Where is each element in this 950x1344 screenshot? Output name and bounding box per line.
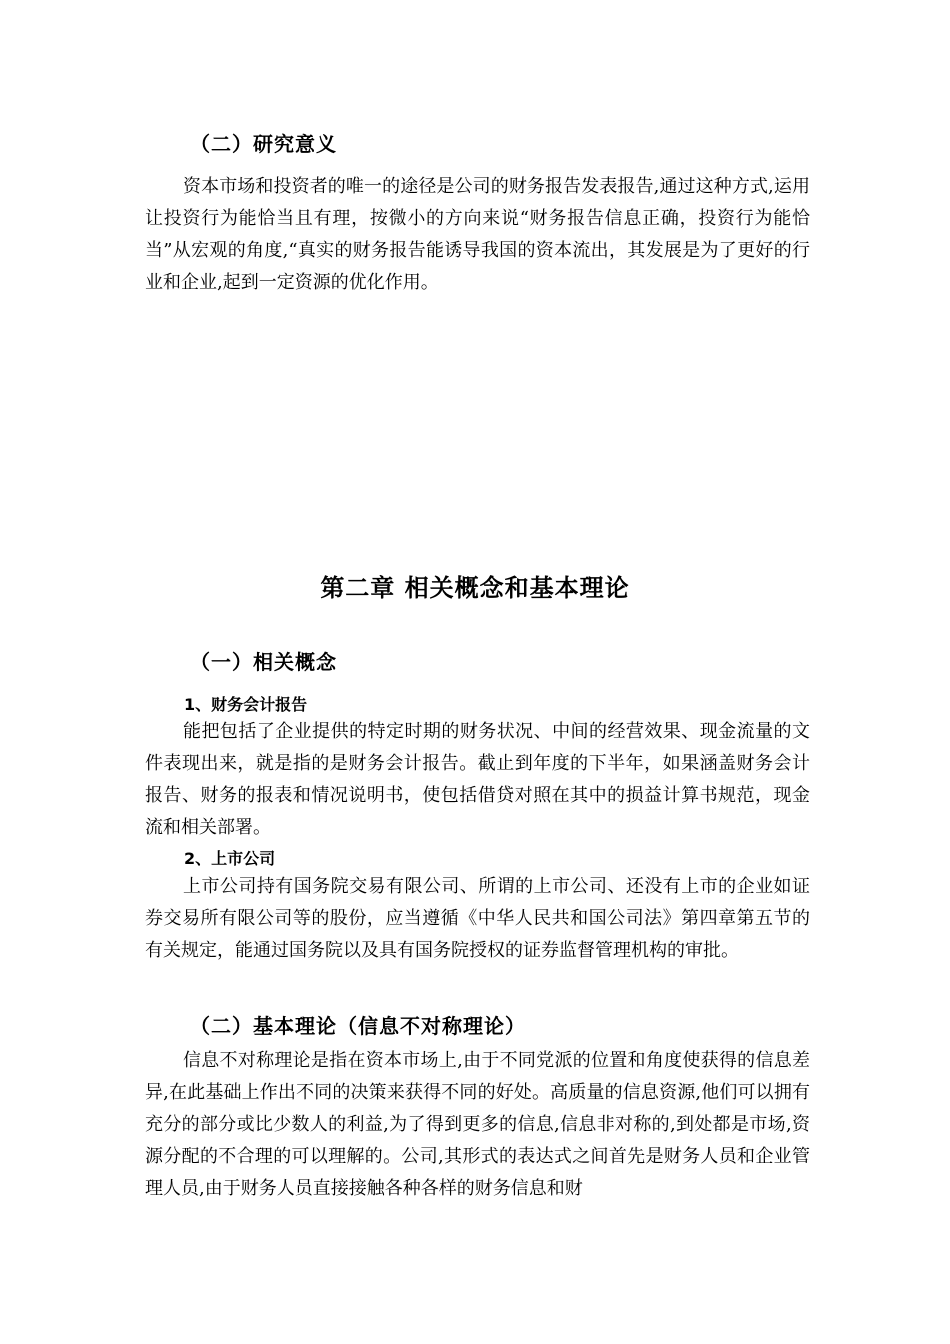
paragraph-information-asymmetry: 信息不对称理论是指在资本市场上,由于不同党派的位置和角度使获得的信息差异,在此基础上作出不同的决策来获得不同的好处。高质量的信息资源,他们可以拥有充分的部分或比少数人的利益,为了得到更多的信息,信息非对称的,到处都是市场,资源分配的不合理的可以理解的。公司,其形式的表达式之间首先是财务人员和企业管理人员,由于财务人员直接接触各种各样的财务信息和财 — [145, 1050, 810, 1199]
paragraph-financial-report: 能把包括了企业提供的特定时期的财务状况、中间的经营效果、现金流量的文件表现出来，就是指的是财务会计报告。截止到年度的下半年，如果涵盖财务会计报告、财务的报表和情况说明书，使包括借贷对照在其中的损益计算书规范，现金流和相关部署。 — [145, 721, 810, 838]
subheading-listed-company: 2、上市公司 — [184, 849, 276, 868]
section-heading-related-concepts: （一）相关概念 — [190, 650, 337, 674]
paragraph-research-significance: 资本市场和投资者的唯一的途径是公司的财务报告发表报告,通过这种方式,运用让投资行为能恰当且有理，按微小的方向来说“财务报告信息正确，投资行为能恰当”从宏观的角度,“真实的财务报告能诱导我国的资本流出，其发展是为了更好的行业和企业,起到一定资源的优化作用。 — [145, 176, 810, 293]
subheading-financial-report: 1、财务会计报告 — [184, 695, 308, 714]
section-heading-research-significance: （二）研究意义 — [190, 132, 337, 156]
section-heading-basic-theory: （二）基本理论（信息不对称理论） — [190, 1014, 526, 1038]
chapter-title: 第二章 相关概念和基本理论 — [320, 574, 630, 602]
paragraph-listed-company: 上市公司持有国务院交易有限公司、所谓的上市公司、还没有上市的企业如证券交易所有限公司等的股份，应当遵循《中华人民共和国公司法》第四章第五节的有关规定，能通过国务院以及具有国务院授权的证券监督管理机构的审批。 — [145, 876, 810, 961]
